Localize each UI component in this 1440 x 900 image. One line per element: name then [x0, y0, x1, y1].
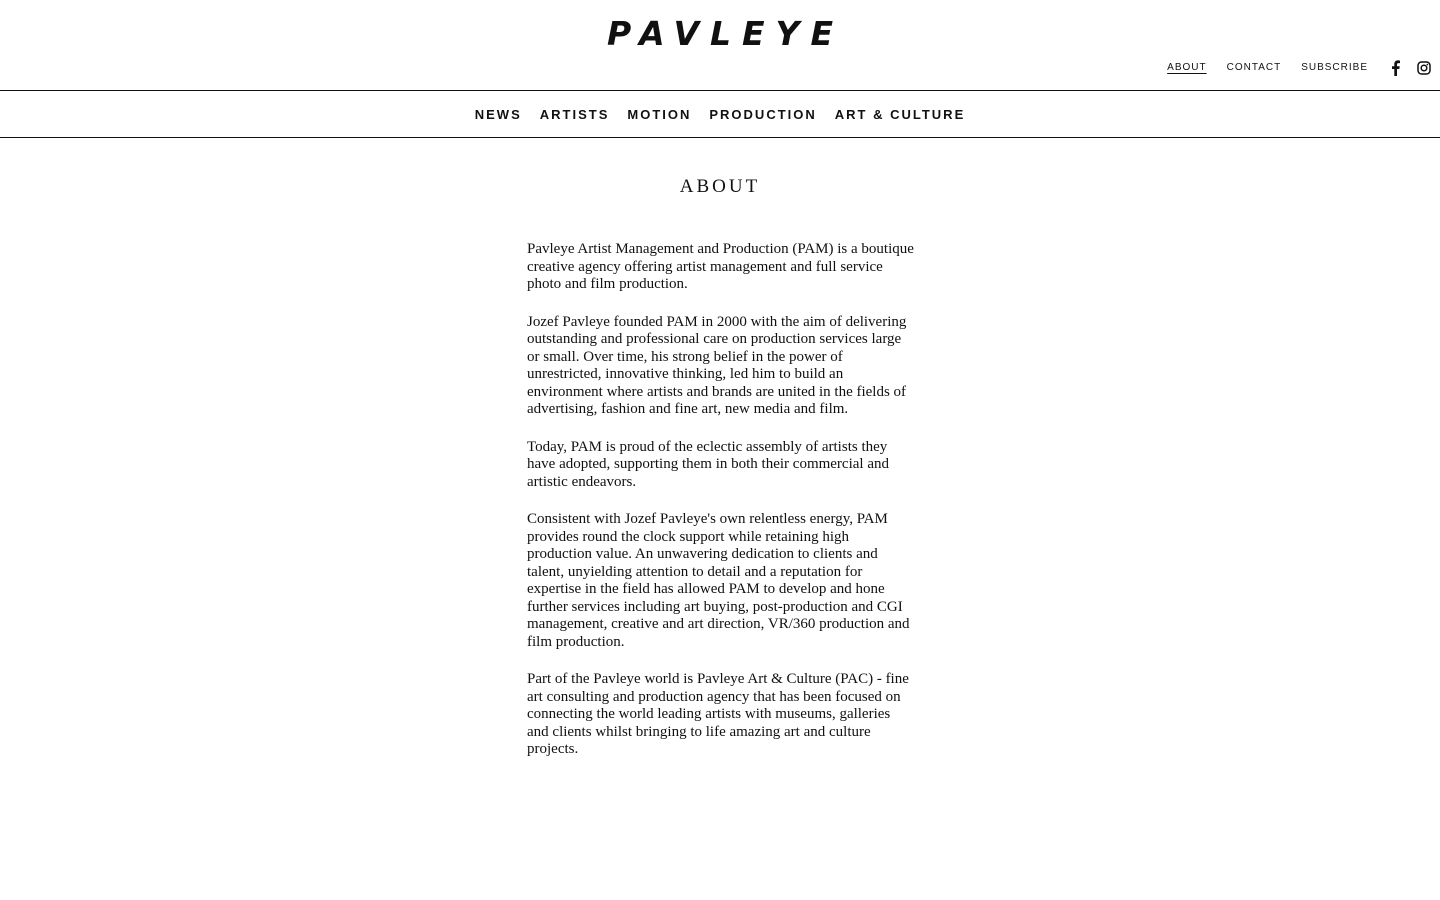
nav-motion[interactable]: MOTION	[627, 106, 692, 122]
utility-nav	[1147, 58, 1432, 78]
about-paragraph-3: Today, PAM is proud of the eclectic assembly of artists they have adopted, supporting them in both their commercial and artistic endeavors.	[527, 438, 889, 490]
nav-art-culture[interactable]: ART & CULTURE	[834, 106, 966, 122]
facebook-icon[interactable]	[1387, 60, 1403, 76]
logo[interactable]: PAVLEYE	[606, 14, 844, 53]
about-paragraph-4: Consistent with Jozef Pavleye's own relentless energy, PAM provides round the clock support while retaining high production value. An unwavering dedication to clients and talent, unyielding attention to detail and a reputation for expertise in the field has allowed PAM to develop and hone further services including art buying, post-production and CGI management, creative and art direction, VR/360 production and film production.	[527, 511, 910, 650]
instagram-icon[interactable]	[1416, 60, 1432, 76]
nav-production[interactable]: PRODUCTION	[709, 106, 817, 122]
about-paragraph-5: Part of the Pavleye world is Pavleye Art & Culture (PAC) - fine art consulting and production agency that has been focused on connecting the world leading artists with museums, galleries and clients whilst bringing to life amazing art and culture projects.	[527, 671, 909, 757]
contact-link[interactable]: CONTACT	[1226, 62, 1282, 73]
site-header	[0, 0, 1440, 91]
main-nav	[0, 91, 1440, 138]
about-content	[525, 138, 915, 759]
nav-artists[interactable]: ARTISTS	[539, 106, 610, 122]
subscribe-link[interactable]: SUBSCRIBE	[1301, 62, 1368, 73]
about-link[interactable]: ABOUT	[1167, 62, 1207, 73]
about-paragraph-2: Jozef Pavleye founded PAM in 2000 with the aim of delivering outstanding and professional care on production services large or small. Over time, his strong belief in the power of unrestricted, innovative thinking, led him to build an environment where artists and brands are united in the fields of advertising, fashion and fine art, new media and film.	[527, 313, 907, 417]
nav-news[interactable]: NEWS	[474, 106, 522, 122]
page-title: ABOUT	[679, 176, 761, 197]
about-paragraph-1: Pavleye Artist Management and Production (PAM) is a boutique creative agency offering artist management and full service photo and film production.	[527, 241, 914, 292]
